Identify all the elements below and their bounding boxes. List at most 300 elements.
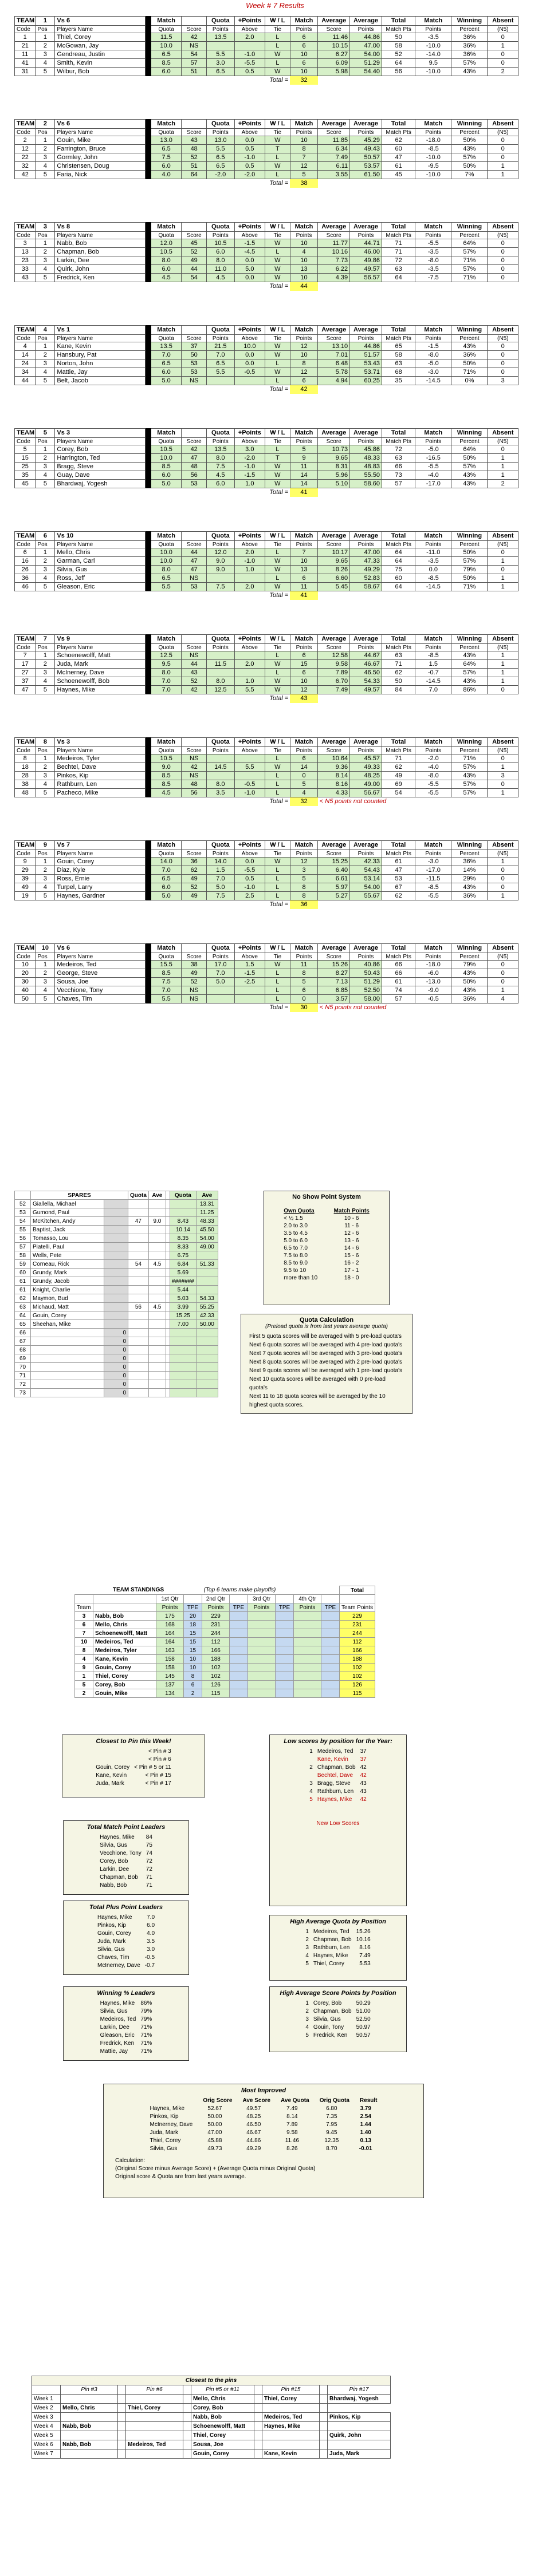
column-header: Average <box>350 738 382 747</box>
player-stat: 1.0 <box>234 480 265 488</box>
player-stat: 46.00 <box>350 248 382 256</box>
leader-row <box>95 1945 157 1953</box>
improved-value: 8.14 <box>286 2113 298 2120</box>
spare-value: 51.33 <box>196 1260 218 1269</box>
player-stat: 55.50 <box>350 471 382 480</box>
vs-label: Vs <box>57 429 65 436</box>
player-row <box>15 986 518 995</box>
player-name: McInerney, Dave <box>97 1962 140 1969</box>
player-stat: 4 <box>36 677 55 686</box>
own-quota: 3.5 to 4.5 <box>284 1230 308 1236</box>
low-scores-table <box>307 1747 368 1803</box>
quota-line: Next 10 quota scores will be averaged with 0 pre-load quota's <box>249 1376 386 1391</box>
player-row <box>15 68 518 76</box>
player-stat: 0.0 <box>415 566 451 574</box>
no-show-row <box>281 1244 372 1252</box>
player-stat: 7.5 <box>151 978 181 986</box>
player-stat: L <box>265 789 290 797</box>
player-stat: 54 <box>382 789 415 797</box>
spare-value: 58 <box>15 1251 31 1260</box>
player-stat: -1.0 <box>234 463 265 471</box>
player-stat: 1 <box>36 858 55 866</box>
pin-label: < Pin # 3 <box>148 1748 171 1755</box>
standings-value <box>248 1638 276 1646</box>
column-header: Points <box>207 438 235 445</box>
player-stat: 14.0 <box>207 858 235 866</box>
player-stat: 48 <box>182 463 207 471</box>
player-stat: 5 <box>290 978 318 986</box>
column-header: +Points <box>234 738 265 747</box>
column-header: Quota <box>151 541 181 548</box>
player-stat: 29 <box>15 866 36 875</box>
player-stat: 57 <box>382 995 415 1003</box>
column-header: Score <box>182 850 207 858</box>
player-stat: 10.0 <box>234 342 265 351</box>
player-stat: 2.0 <box>234 33 265 42</box>
player-name: Juda, Mark <box>97 1938 126 1945</box>
no-show-row <box>281 1222 372 1230</box>
column-header: Match <box>290 326 318 335</box>
column-header: Points <box>207 850 235 858</box>
column-header: Above <box>234 541 265 548</box>
high-quota-table <box>303 1927 372 1967</box>
column-header: Points <box>290 129 318 136</box>
spare-row <box>15 1337 218 1346</box>
column-header: W / L <box>265 532 290 541</box>
player-row <box>15 162 518 171</box>
player-stat: 66 <box>382 961 415 969</box>
spare-value <box>128 1200 149 1208</box>
player-stat: 3 <box>36 875 55 883</box>
player-name: Fredrick, Ken <box>313 2032 348 2038</box>
standings-value <box>321 1681 340 1689</box>
team-header-row <box>15 841 518 850</box>
standings-value <box>294 1621 321 1629</box>
standings-value <box>276 1621 294 1629</box>
player-row <box>15 342 518 351</box>
position: 5 <box>305 1960 309 1967</box>
score: 37 <box>360 1756 367 1763</box>
player-name: Turpel, Larry <box>55 883 146 892</box>
standings-value <box>321 1612 340 1621</box>
player-stat: 5.98 <box>318 68 350 76</box>
player-stat: 0 <box>488 780 518 789</box>
column-header: W / L <box>265 738 290 747</box>
player-stat: 12.5 <box>151 651 181 660</box>
pin-header: Pin #3 <box>61 2385 118 2395</box>
team-captain: Kane, Kevin <box>93 1655 156 1664</box>
player-row <box>15 463 518 471</box>
own-quota: 6.5 to 7.0 <box>284 1245 308 1251</box>
column-header: Points <box>290 541 318 548</box>
player-stat: 56.67 <box>350 789 382 797</box>
player-stat: -2.0 <box>234 454 265 463</box>
no-show-header <box>281 1207 372 1215</box>
player-stat: 0 <box>488 445 518 454</box>
column-header: Quota <box>207 120 235 129</box>
total-note <box>318 900 518 909</box>
column-header: Above <box>234 953 265 961</box>
player-row <box>15 59 518 68</box>
player-stat: 57% <box>451 557 488 566</box>
column-header: Points <box>350 747 382 754</box>
player-stat: L <box>265 651 290 660</box>
spare-value <box>104 1217 128 1226</box>
leader-row <box>303 2031 372 2039</box>
column-header <box>182 326 207 335</box>
spare-value: 54 <box>128 1260 149 1269</box>
column-header: Total <box>382 326 415 335</box>
player-stat: 6.27 <box>318 50 350 59</box>
player-stat: 50% <box>451 978 488 986</box>
column-header: Points <box>290 26 318 33</box>
player-stat: 44 <box>182 548 207 557</box>
column-header: Average <box>318 944 350 953</box>
position: 1 <box>305 1928 309 1935</box>
separator <box>146 120 151 129</box>
column-header: Points <box>350 953 382 961</box>
player-row <box>15 651 518 660</box>
standings-value: 102 <box>202 1672 230 1681</box>
spare-value <box>148 1269 166 1277</box>
separator <box>146 961 151 969</box>
team-block <box>14 222 518 291</box>
player-stat: 5.78 <box>318 368 350 377</box>
player-row <box>15 274 518 282</box>
player-name: Kane, Kevin <box>317 1756 348 1763</box>
player-stat: 8.14 <box>318 772 350 780</box>
standings-value: 15 <box>184 1638 202 1646</box>
player-stat: 6.0 <box>151 368 181 377</box>
player-stat: NS <box>182 42 207 50</box>
pin-winner <box>254 2422 262 2431</box>
column-header: (N5) <box>488 953 518 961</box>
player-stat: 5.0 <box>151 377 181 385</box>
column-header: Percent <box>451 747 488 754</box>
no-show-row <box>281 1237 372 1244</box>
separator <box>146 583 151 591</box>
player-stat: 17.0 <box>207 961 235 969</box>
spare-value: 0 <box>104 1346 128 1354</box>
player-stat: -3.5 <box>415 33 451 42</box>
improved-header <box>148 2096 380 2104</box>
spare-value <box>170 1354 196 1363</box>
improved-col-header: Ave Score <box>242 2097 271 2104</box>
player-stat: 9.65 <box>318 454 350 463</box>
pin-winner: Quirk, John <box>328 2431 391 2440</box>
player-stat: 42 <box>15 171 36 179</box>
player-stat: 53.71 <box>350 368 382 377</box>
player-stat: 7.49 <box>318 153 350 162</box>
spare-value <box>104 1269 128 1277</box>
spare-value <box>166 1389 170 1397</box>
vs-label: Vs <box>57 17 65 24</box>
standings-value <box>230 1638 248 1646</box>
player-stat: 61 <box>382 858 415 866</box>
column-header: Score <box>318 129 350 136</box>
no-show-col-header: Match Points <box>333 1208 370 1214</box>
team-table <box>14 531 518 600</box>
column-header: Match Pts <box>382 747 415 754</box>
pin-winner <box>262 2431 320 2440</box>
pin-winner <box>126 2449 183 2459</box>
week-label: Week 5 <box>32 2431 61 2440</box>
player-stat: L <box>265 866 290 875</box>
pins-week-row <box>32 2404 391 2413</box>
player-row <box>15 256 518 265</box>
player-stat: 42 <box>182 686 207 694</box>
column-header-row <box>15 747 518 754</box>
player-stat: 0 <box>488 875 518 883</box>
column-header <box>146 953 151 961</box>
spare-name <box>31 1380 104 1389</box>
leader-row <box>98 2015 155 2023</box>
spare-row <box>15 1354 218 1363</box>
most-improved-box <box>103 2084 424 2198</box>
player-stat: 51 <box>182 68 207 76</box>
standings-value <box>321 1621 340 1629</box>
pin-header <box>183 2385 191 2395</box>
spare-name <box>31 1372 104 1380</box>
column-header <box>146 747 151 754</box>
standings-header: Points <box>248 1603 276 1612</box>
column-header: Match <box>151 635 181 644</box>
player-row <box>15 875 518 883</box>
standings-value: 168 <box>156 1621 184 1629</box>
player-name: Gendreau, Justin <box>55 50 146 59</box>
player-stat: 6 <box>290 754 318 763</box>
improved-value: 52.67 <box>207 2105 222 2112</box>
player-stat: 12 <box>15 145 36 153</box>
player-stat: -8.5 <box>415 574 451 583</box>
player-stat: 43% <box>451 772 488 780</box>
player-stat: 60 <box>382 574 415 583</box>
column-header: Points <box>207 129 235 136</box>
quota: 15.26 <box>356 1928 371 1935</box>
column-header: Quota <box>151 747 181 754</box>
player-name: Chaves, Tim <box>55 995 146 1003</box>
column-header: Total <box>382 120 415 129</box>
spare-value: 5.69 <box>170 1269 196 1277</box>
player-stat: 58 <box>382 42 415 50</box>
player-stat: 5.5 <box>151 995 181 1003</box>
player-stat: 6 <box>290 59 318 68</box>
player-stat: 0 <box>488 969 518 978</box>
player-stat: 8 <box>290 145 318 153</box>
player-stat: 8.0 <box>207 454 235 463</box>
player-name: Rathburn, Len <box>313 1944 350 1951</box>
player-name: Medeiros, Ted <box>55 961 146 969</box>
player-name: Bechtel, Dave <box>317 1772 353 1779</box>
player-stat <box>207 986 235 995</box>
player-name: Chapman, Bob <box>313 1936 352 1943</box>
position <box>307 1755 315 1763</box>
player-stat: 41 <box>15 59 36 68</box>
player-stat: 14 <box>290 480 318 488</box>
separator <box>146 68 151 76</box>
pins-week-row <box>32 2431 391 2440</box>
player-stat: 69 <box>382 780 415 789</box>
player-stat: 62 <box>182 866 207 875</box>
column-header: Match <box>290 429 318 438</box>
column-header: Total <box>382 635 415 644</box>
spare-value: 9.0 <box>148 1217 166 1226</box>
column-header: Pos <box>36 438 55 445</box>
standings-value: 158 <box>156 1664 184 1672</box>
player-stat: 4 <box>36 59 55 68</box>
player-stat: 6 <box>290 574 318 583</box>
player-stat: 71% <box>451 368 488 377</box>
player-stat: 72 <box>382 256 415 265</box>
player-stat: 61.50 <box>350 171 382 179</box>
low-scores-title: Low scores by position for the Year: <box>284 1738 392 1745</box>
leader-row <box>97 1841 155 1849</box>
spare-value <box>170 1372 196 1380</box>
player-name: Kane, Kevin <box>96 1772 127 1779</box>
player-stat: 52 <box>182 978 207 986</box>
player-stat: 50% <box>451 574 488 583</box>
spare-value <box>128 1380 149 1389</box>
player-stat: 51.29 <box>350 978 382 986</box>
player-row <box>15 171 518 179</box>
standings-value: 20 <box>184 1612 202 1621</box>
spare-value <box>196 1389 218 1397</box>
player-stat: NS <box>182 772 207 780</box>
player-name: Chapman, Bob <box>100 1874 138 1880</box>
team-number: 10 <box>36 944 55 953</box>
player-name: Thiel, Corey <box>313 1960 344 1967</box>
player-row <box>15 471 518 480</box>
player-stat: 43 <box>182 136 207 145</box>
team-total: 38 <box>290 179 318 188</box>
player-stat: -11.5 <box>415 875 451 883</box>
own-quota: 2.0 to 3.0 <box>284 1223 308 1229</box>
separator <box>146 944 151 953</box>
player-stat: 0 <box>488 342 518 351</box>
column-header: Code <box>15 335 36 342</box>
player-stat: 57% <box>451 463 488 471</box>
column-header: Match <box>415 635 451 644</box>
pin-winner <box>183 2431 191 2440</box>
pin-winner <box>126 2413 183 2422</box>
player-stat: T <box>265 145 290 153</box>
player-stat: L <box>265 42 290 50</box>
separator <box>146 841 151 850</box>
column-header: Absent <box>488 841 518 850</box>
spare-name <box>31 1363 104 1372</box>
player-stat: W <box>265 480 290 488</box>
column-header: Total <box>382 738 415 747</box>
player-stat: 49.29 <box>350 566 382 574</box>
standings-value: 229 <box>340 1612 375 1621</box>
player-stat: 64 <box>382 274 415 282</box>
column-header: Percent <box>451 232 488 239</box>
player-stat: -0.5 <box>234 368 265 377</box>
player-stat: L <box>265 892 290 900</box>
player-stat: 5 <box>290 780 318 789</box>
spares-header <box>166 1191 170 1200</box>
spare-value <box>166 1277 170 1286</box>
pin-winner <box>118 2449 126 2459</box>
spare-value <box>128 1294 149 1303</box>
column-header: Match Pts <box>382 26 415 33</box>
column-header: Quota <box>207 944 235 953</box>
player-stat: 0 <box>488 136 518 145</box>
player-stat: 8.26 <box>318 566 350 574</box>
player-stat: 0.5 <box>234 162 265 171</box>
player-stat: 39 <box>15 875 36 883</box>
player-stat: 12 <box>290 858 318 866</box>
column-header: Points <box>350 541 382 548</box>
team-total: 43 <box>290 694 318 703</box>
player-name: Corey, Bob <box>55 445 146 454</box>
player-stat: 0.0 <box>234 136 265 145</box>
player-stat: -2.5 <box>234 978 265 986</box>
leader-row <box>98 2007 155 2015</box>
column-header: Winning <box>451 841 488 850</box>
blank <box>340 1595 375 1603</box>
vs-number: 9 <box>66 635 70 642</box>
pin-winner <box>320 2449 328 2459</box>
player-stat: 3 <box>36 566 55 574</box>
player-stat: 5 <box>36 892 55 900</box>
player-name: Medeiros, Tyler <box>55 754 146 763</box>
player-name: Pacheco, Mike <box>55 789 146 797</box>
column-header: Points <box>415 335 451 342</box>
spare-value: 56 <box>15 1234 31 1243</box>
spare-value: 0 <box>104 1337 128 1346</box>
spare-value <box>166 1208 170 1217</box>
standings-value: 8 <box>75 1646 93 1655</box>
standings-value <box>294 1681 321 1689</box>
standings-value <box>230 1612 248 1621</box>
position: 4 <box>305 1952 309 1959</box>
team-table <box>14 840 518 909</box>
player-stat: -5.5 <box>415 780 451 789</box>
player-stat: 13 <box>290 265 318 274</box>
spare-row <box>15 1286 218 1294</box>
player-stat: W <box>265 68 290 76</box>
column-header: W / L <box>265 635 290 644</box>
player-stat: 44 <box>15 377 36 385</box>
player-stat: 1 <box>36 136 55 145</box>
separator <box>146 754 151 763</box>
player-row <box>15 557 518 566</box>
column-header: Winning <box>451 17 488 26</box>
player-stat: 6 <box>290 669 318 677</box>
player-stat: 2 <box>36 763 55 772</box>
standings-value <box>230 1629 248 1638</box>
spare-value: 4.5 <box>148 1303 166 1311</box>
player-row <box>15 265 518 274</box>
player-row <box>15 153 518 162</box>
team-header-row <box>15 532 518 541</box>
player-stat: 3 <box>488 377 518 385</box>
player-stat: L <box>265 574 290 583</box>
pin-winner <box>118 2422 126 2431</box>
player-stat: W <box>265 274 290 282</box>
player-stat: -5.5 <box>234 59 265 68</box>
separator <box>146 145 151 153</box>
player-stat: 2 <box>36 557 55 566</box>
player-stat: 1 <box>488 463 518 471</box>
player-stat: 3.0 <box>234 445 265 454</box>
standings-row <box>75 1681 375 1689</box>
player-stat: 6.70 <box>318 677 350 686</box>
player-stat: 0 <box>488 153 518 162</box>
player-name: Rathburn, Len <box>317 1788 354 1795</box>
column-header: (N5) <box>488 644 518 651</box>
